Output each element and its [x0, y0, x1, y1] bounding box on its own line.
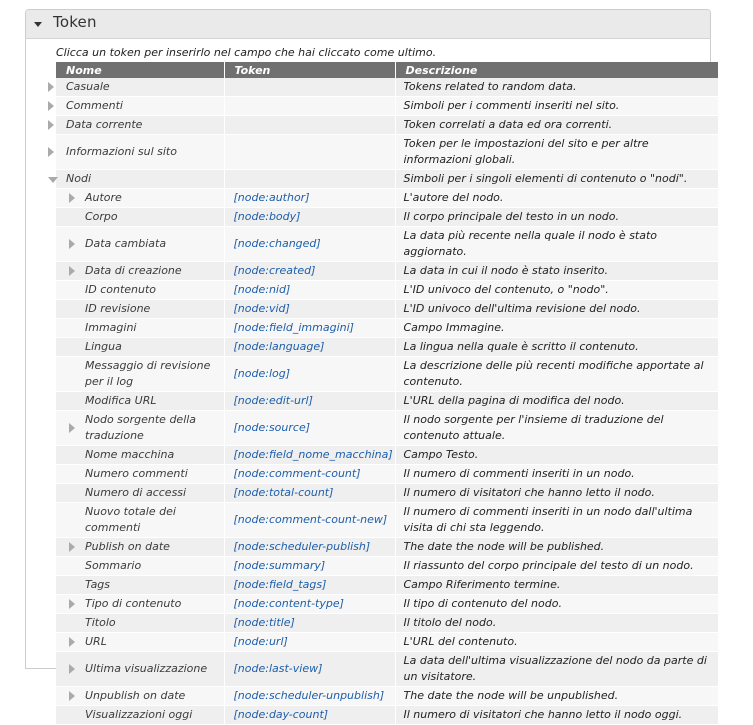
token-value[interactable]: [node:last-view]: [224, 652, 395, 687]
token-name: Ultima visualizzazione: [85, 662, 208, 675]
table-row[interactable]: [56, 687, 718, 706]
token-name-cell: [56, 281, 224, 300]
token-name-cell: [56, 595, 224, 614]
table-row[interactable]: [56, 227, 718, 262]
table-row[interactable]: [56, 262, 718, 281]
token-name-cell: [56, 262, 224, 281]
expand-arrow-icon[interactable]: [69, 193, 75, 203]
token-value[interactable]: [node:comment-count-new]: [224, 503, 395, 538]
expand-arrow-icon[interactable]: [48, 101, 54, 111]
table-row[interactable]: [56, 135, 718, 170]
token-description: L'autore del nodo.: [395, 189, 718, 208]
token-name-cell: [56, 576, 224, 595]
table-row[interactable]: [56, 706, 718, 725]
table-header-row: [56, 62, 718, 78]
token-name-cell: [56, 170, 224, 189]
token-value[interactable]: [node:field_tags]: [224, 576, 395, 595]
token-description: La lingua nella quale è scritto il contenuto.: [395, 338, 718, 357]
token-value: [224, 97, 395, 116]
token-name: Messaggio di revisione per il log: [85, 359, 211, 388]
table-row[interactable]: [56, 338, 718, 357]
token-name: ID revisione: [85, 302, 151, 315]
expand-arrow-icon[interactable]: [69, 637, 75, 647]
token-description: La data dell'ultima visualizzazione del nodo da parte di un visitatore.: [395, 652, 718, 687]
column-header-token: Token: [224, 62, 395, 78]
token-value[interactable]: [node:vid]: [224, 300, 395, 319]
token-value[interactable]: [node:source]: [224, 411, 395, 446]
table-row[interactable]: [56, 357, 718, 392]
token-value[interactable]: [node:scheduler-publish]: [224, 538, 395, 557]
token-name: Tags: [85, 578, 111, 591]
token-value[interactable]: [node:author]: [224, 189, 395, 208]
table-row[interactable]: [56, 614, 718, 633]
token-name: Corpo: [85, 210, 118, 223]
table-row[interactable]: [56, 576, 718, 595]
table-row[interactable]: [56, 557, 718, 576]
token-description: Token correlati a data ed ora correnti.: [395, 116, 718, 135]
token-name: Unpublish on date: [85, 689, 186, 702]
token-name: Titolo: [85, 616, 116, 629]
token-description: L'ID univoco del contenuto, o "nodo".: [395, 281, 718, 300]
token-name: Autore: [85, 191, 122, 204]
token-description: L'URL della pagina di modifica del nodo.: [395, 392, 718, 411]
token-name-cell: [56, 319, 224, 338]
token-value[interactable]: [node:changed]: [224, 227, 395, 262]
token-name: Visualizzazioni oggi: [85, 708, 193, 721]
token-value[interactable]: [node:content-type]: [224, 595, 395, 614]
token-fieldset-legend[interactable]: [26, 10, 710, 39]
token-name-cell: [56, 557, 224, 576]
token-name-cell: [56, 538, 224, 557]
token-name: Nuovo totale dei commenti: [85, 505, 176, 534]
token-value: [224, 135, 395, 170]
expand-arrow-icon[interactable]: [69, 599, 75, 609]
table-row[interactable]: [56, 78, 718, 97]
token-description: Campo Immagine.: [395, 319, 718, 338]
token-value[interactable]: [node:field_immagini]: [224, 319, 395, 338]
expand-arrow-icon[interactable]: [69, 664, 75, 674]
table-row[interactable]: [56, 411, 718, 446]
token-description: Tokens related to random data.: [395, 78, 718, 97]
token-description: Il numero di commenti inseriti in un nodo dall'ultima visita di chi sta leggendo.: [395, 503, 718, 538]
table-row[interactable]: [56, 392, 718, 411]
token-description: L'ID univoco dell'ultima revisione del nodo.: [395, 300, 718, 319]
table-row[interactable]: [56, 189, 718, 208]
token-name: Nodo sorgente della traduzione: [85, 413, 197, 442]
token-name-cell: [56, 97, 224, 116]
token-name-cell: [56, 357, 224, 392]
token-name: Immagini: [85, 321, 137, 334]
collapse-triangle-icon[interactable]: [34, 22, 42, 27]
token-description: La descrizione delle più recenti modifiche apportate al contenuto.: [395, 357, 718, 392]
token-name: Informazioni sul sito: [66, 145, 177, 158]
token-value: [224, 116, 395, 135]
token-description: Il numero di commenti inseriti in un nodo.: [395, 465, 718, 484]
table-row[interactable]: [56, 633, 718, 652]
token-name-cell: [56, 633, 224, 652]
table-row[interactable]: [56, 484, 718, 503]
token-value[interactable]: [node:summary]: [224, 557, 395, 576]
token-description: Il riassunto del corpo principale del testo di un nodo.: [395, 557, 718, 576]
token-value[interactable]: [node:comment-count]: [224, 465, 395, 484]
token-description: Campo Testo.: [395, 446, 718, 465]
column-header-name: Nome: [56, 62, 224, 78]
token-name: Commenti: [66, 99, 123, 112]
token-value[interactable]: [node:scheduler-unpublish]: [224, 687, 395, 706]
token-name: Sommario: [85, 559, 142, 572]
token-name-cell: [56, 614, 224, 633]
token-name-cell: [56, 208, 224, 227]
table-row[interactable]: [56, 116, 718, 135]
token-name-cell: [56, 503, 224, 538]
table-row[interactable]: [56, 97, 718, 116]
table-row[interactable]: [56, 300, 718, 319]
table-row[interactable]: [56, 208, 718, 227]
token-name: Tipo di contenuto: [85, 597, 182, 610]
token-description: Il nodo sorgente per l'insieme di traduzione del contenuto attuale.: [395, 411, 718, 446]
token-name: Nome macchina: [85, 448, 175, 461]
token-name-cell: [56, 652, 224, 687]
token-help-text: Clicca un token per inserirlo nel campo che hai cliccato come ultimo.: [56, 46, 437, 59]
token-description: Token per le impostazioni del sito e per altre informazioni globali.: [395, 135, 718, 170]
token-name: ID contenuto: [85, 283, 157, 296]
expand-arrow-icon[interactable]: [69, 691, 75, 701]
token-name: Numero di accessi: [85, 486, 187, 499]
token-value[interactable]: [node:log]: [224, 357, 395, 392]
token-name: Lingua: [85, 340, 122, 353]
expand-arrow-icon[interactable]: [69, 542, 75, 552]
token-name: Data di creazione: [85, 264, 182, 277]
token-description: Il numero di visitatori che hanno letto il nodo oggi.: [395, 706, 718, 725]
token-description: La data in cui il nodo è stato inserito.: [395, 262, 718, 281]
table-row[interactable]: [56, 595, 718, 614]
token-name-cell: [56, 392, 224, 411]
table-row[interactable]: [56, 652, 718, 687]
expand-arrow-icon[interactable]: [48, 147, 54, 157]
token-description: Simboli per i commenti inseriti nel sito.: [395, 97, 718, 116]
token-value[interactable]: [node:title]: [224, 614, 395, 633]
token-name: Modifica URL: [85, 394, 157, 407]
token-name-cell: [56, 338, 224, 357]
token-value: [224, 78, 395, 97]
token-name: Data corrente: [66, 118, 143, 131]
expand-arrow-icon[interactable]: [48, 120, 54, 130]
table-row[interactable]: [56, 281, 718, 300]
token-value[interactable]: [node:day-count]: [224, 706, 395, 725]
token-description: Simboli per i singoli elementi di contenuto o "nodi".: [395, 170, 718, 189]
token-description: The date the node will be published.: [395, 538, 718, 557]
token-name-cell: [56, 484, 224, 503]
token-description: Il numero di visitatori che hanno letto il nodo.: [395, 484, 718, 503]
token-value[interactable]: [node:created]: [224, 262, 395, 281]
table-row[interactable]: [56, 446, 718, 465]
token-name-cell: [56, 227, 224, 262]
token-value[interactable]: [node:field_nome_macchina]: [224, 446, 395, 465]
token-description: Il corpo principale del testo in un nodo.: [395, 208, 718, 227]
token-description: La data più recente nella quale il nodo è stato aggiornato.: [395, 227, 718, 262]
expanded-arrow-icon[interactable]: [48, 177, 58, 183]
fieldset-title[interactable]: Token: [53, 13, 97, 31]
token-name: Casuale: [66, 80, 110, 93]
expand-arrow-icon[interactable]: [69, 239, 75, 249]
token-value[interactable]: [node:body]: [224, 208, 395, 227]
token-description: Campo Riferimento termine.: [395, 576, 718, 595]
token-value[interactable]: [node:language]: [224, 338, 395, 357]
token-name-cell: [56, 446, 224, 465]
table-row[interactable]: [56, 170, 718, 189]
token-description: Il tipo di contenuto del nodo.: [395, 595, 718, 614]
table-row[interactable]: [56, 503, 718, 538]
token-value[interactable]: [node:total-count]: [224, 484, 395, 503]
token-name: URL: [85, 635, 107, 648]
token-name-cell: [56, 135, 224, 170]
token-tree-table: [56, 62, 718, 725]
token-name-cell: [56, 116, 224, 135]
token-value[interactable]: [node:url]: [224, 633, 395, 652]
token-name-cell: [56, 411, 224, 446]
token-value[interactable]: [node:nid]: [224, 281, 395, 300]
token-description: Il titolo del nodo.: [395, 614, 718, 633]
token-name-cell: [56, 78, 224, 97]
token-value: [224, 170, 395, 189]
token-name-cell: [56, 465, 224, 484]
token-name-cell: [56, 706, 224, 725]
table-row[interactable]: [56, 538, 718, 557]
token-description: L'URL del contenuto.: [395, 633, 718, 652]
expand-arrow-icon[interactable]: [48, 82, 54, 92]
token-name-cell: [56, 300, 224, 319]
token-name-cell: [56, 189, 224, 208]
expand-arrow-icon[interactable]: [69, 266, 75, 276]
token-name: Nodi: [66, 172, 91, 185]
token-name: Data cambiata: [85, 237, 167, 250]
token-description: The date the node will be unpublished.: [395, 687, 718, 706]
token-name: Numero commenti: [85, 467, 188, 480]
token-name-cell: [56, 687, 224, 706]
column-header-description: Descrizione: [395, 62, 718, 78]
token-name: Publish on date: [85, 540, 170, 553]
expand-arrow-icon[interactable]: [69, 423, 75, 433]
token-tree-table-wrapper: [56, 62, 718, 725]
table-row[interactable]: [56, 319, 718, 338]
token-value[interactable]: [node:edit-url]: [224, 392, 395, 411]
table-row[interactable]: [56, 465, 718, 484]
